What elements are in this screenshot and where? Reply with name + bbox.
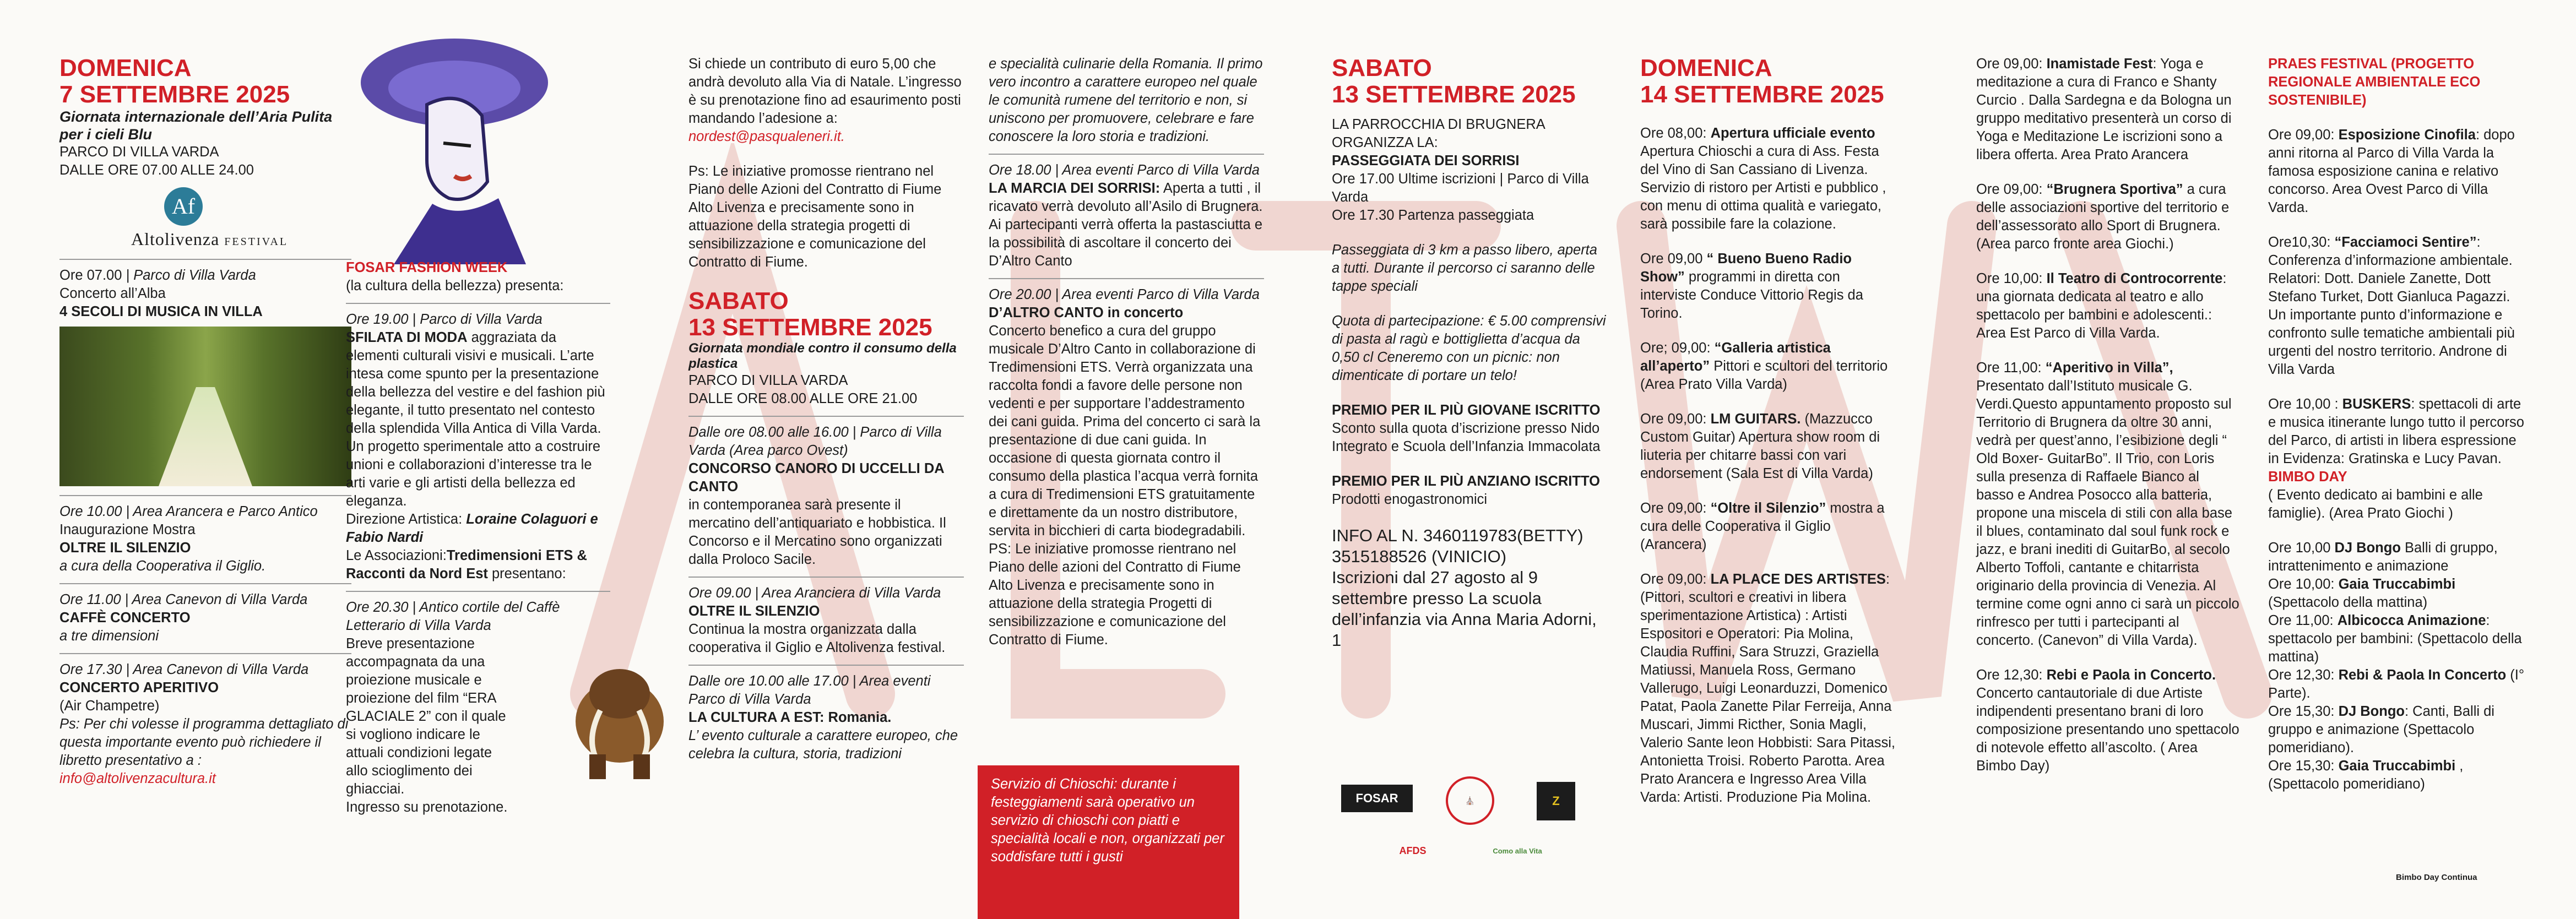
event-item: Ore10,30: “Facciamoci Sentire”: Conferenza d’informazione ambientale. Relatori: Dott. Daniele Zanette, Dott Stefano Turket, Dott Gianluca Pagazzi. Un importante punto d’informazione e confronto sulle tematiche ambientali più urgenti del nostro territorio. Androne di Villa Varda bbox=[2268, 235, 2515, 377]
date-title: 14 SETTEMBRE 2025 bbox=[1640, 81, 1884, 108]
event-item: Ore 10,00 : BUSKERS: spettacoli di arte e musica itinerante lungo tutto il percorso del Parco, di artisti in libera espressione in Evidenza: Gratinska e Lucy Pavan. bbox=[2268, 396, 2524, 466]
event-time: Ore 20.00 | Area eventi Parco di Villa Varda bbox=[989, 287, 1260, 302]
email-link[interactable]: nordest@pasqualeneri.it. bbox=[688, 129, 845, 144]
event-item: Ore 09,00 “ Bueno Bueno Radio Show” programmi in diretta con interviste Conduce Vittorio Regis da Torino. bbox=[1640, 251, 1863, 321]
divider bbox=[59, 653, 351, 654]
bimbo-day-text: ( Evento dedicato ai bambini e alle famiglie). (Area Prato Giochi ) bbox=[2268, 487, 2483, 521]
altolivenza-logo-text: Altolivenza FESTIVAL bbox=[131, 229, 289, 249]
column-4 bbox=[989, 55, 1264, 649]
prize-title: PREMIO PER IL PIÙ GIOVANE ISCRITTO bbox=[1332, 403, 1601, 418]
fee-note: Quota di partecipazione: € 5.00 comprensivi di pasta al ragù e bottiglietta d’acqua da 0,50 cl Ceneremo con un picnic: non dimenticate di portare un telo! bbox=[1332, 313, 1606, 383]
date-title: 13 SETTEMBRE 2025 bbox=[688, 314, 932, 341]
divider bbox=[346, 303, 610, 304]
section-intro: (la cultura della bellezza) presenta: bbox=[346, 278, 564, 293]
forest-path-photo bbox=[59, 327, 351, 486]
event-title: PASSEGGIATA DEI SORRISI bbox=[1332, 153, 1520, 168]
day-subtitle: Giornata mondiale contro il consumo della plastica bbox=[688, 341, 957, 371]
venue: PARCO DI VILLA VARDA bbox=[688, 373, 848, 388]
event-title: D’ALTRO CANTO in concerto bbox=[989, 305, 1184, 320]
parish-logo: ⛪ bbox=[1446, 776, 1494, 825]
event-title: CONCERTO APERITIVO bbox=[59, 680, 219, 695]
day-title: SABATO bbox=[688, 287, 789, 314]
event-item: Ore 09,00: LM GUITARS. (Mazzucco Custom Guitar) Apertura show room di liuteria per chitarre bassi con vari endorsement (Sala Est di Villa Varda) bbox=[1640, 411, 1880, 481]
event-time: Dalle ore 10.00 alle 17.00 | Area eventi Parco di Villa Varda bbox=[688, 673, 931, 707]
ps-note: Ps: Per chi volesse il programma dettagliato di questa importante evento può richiedere il libretto presentativo a : bbox=[59, 716, 349, 768]
afds-logo: AFDS bbox=[1399, 845, 1427, 856]
event-item: Ore 12,30: Rebi e Paola in Concerto. Concerto cantautoriale di due Artiste indipendenti presentano brani di loro composizione presentando uno spettacolo di notevole effetto all’ascolto. ( Area Bimbo Day) bbox=[1976, 667, 2239, 774]
event-sub: a cura della Cooperativa il Giglio. bbox=[59, 558, 266, 574]
divider bbox=[989, 278, 1264, 279]
venue: PARCO DI VILLA VARDA bbox=[59, 144, 219, 160]
event-tail: Ingresso su prenotazione. bbox=[346, 800, 508, 815]
divider bbox=[59, 495, 351, 496]
event-item: Ore 12,30: Rebi & Paola In Concerto (I° Parte). bbox=[2268, 667, 2525, 701]
section-title: PRAES FESTIVAL (PROGETTO REGIONALE AMBIENTALE ECO SOSTENIBILE) bbox=[2268, 56, 2481, 108]
event-time: Ore 19.00 | Parco di Villa Varda bbox=[346, 312, 543, 327]
organizer: ORGANIZZA LA: bbox=[1332, 135, 1438, 150]
event-time: Ore 09.00 | Area Aranciera di Villa Varda bbox=[688, 585, 941, 601]
event-text: LA MARCIA DEI SORRISI: Aperta a tutti , il ricavato verrà devoluto all’Asilo di Brugnera. Ai partecipanti verrà offerta la pastasciutta e la possibilità di ascoltare il concerto dei D’Altro Canto bbox=[989, 181, 1263, 269]
column-1 bbox=[59, 55, 351, 788]
event-item: Ore; 09,00: “Galleria artistica all’aperto” Pittori e scultori del territorio (Area Prato Villa Varda) bbox=[1640, 340, 1888, 392]
column-3 bbox=[688, 55, 964, 763]
prize-title: PREMIO PER IL PIÙ ANZIANO ISCRITTO bbox=[1332, 474, 1600, 489]
hours: DALLE ORE 07.00 ALLE 24.00 bbox=[59, 162, 254, 178]
continues-note: Bimbo Day Continua bbox=[2396, 873, 2477, 882]
organizer: LA PARROCCHIA DI BRUGNERA bbox=[1332, 117, 1545, 132]
divider bbox=[688, 577, 964, 578]
event-item: Ore 10,00: Gaia Truccabimbi (Spettacolo della mattina) bbox=[2268, 577, 2456, 610]
event-title: CAFFÈ CONCERTO bbox=[59, 610, 191, 626]
walk-note: Passeggiata di 3 km a passo libero, aperta a tutti. Durante il percorso ci saranno delle tappe speciali bbox=[1332, 242, 1597, 294]
hours: DALLE ORE 08.00 ALLE ORE 21.00 bbox=[688, 391, 918, 406]
event-time: Ore 10.00 | Area Arancera e Parco Antico bbox=[59, 504, 318, 519]
day-title: DOMENICA bbox=[59, 55, 192, 81]
event-time: Ore 07.00 | Parco di Villa Varda bbox=[59, 268, 256, 283]
food-service-box: Servizio di Chioschi: durante i festeggiamenti sarà operativo un servizio di chioschi con piatti e specialità locali e non, organizzati per soddisfare tutti i gusti bbox=[978, 765, 1239, 919]
event-text: Continua la mostra organizzata dalla cooperativa il Giglio e Altolivenza festival. bbox=[688, 622, 946, 655]
divider bbox=[688, 665, 964, 666]
event-text: SFILATA DI MODA aggraziata da elementi culturali visivi e musicali. L’arte intesa come spunto per la presentazione della bellezza del vestire e del fashion più elegante, il tutto presentato nel contesto della splendida Villa Antica di Villa Varda. Un progetto sperimentale atto a costruire unioni e collaborazioni d’interesse tra le arti varie e gli artisti della bellezza ed eleganza. bbox=[346, 330, 605, 509]
event-text: Inaugurazione Mostra bbox=[59, 522, 196, 537]
email-link[interactable]: info@altolivenzacultura.it bbox=[59, 771, 216, 786]
event-text: Apertura Chioschi a cura di Ass. Festa del Vino di San Cassiano di Livenza. Servizio di ristoro per Artisti e pubblico , con menu di ottima qualità e variegato, sarà possibile fare la colazione. bbox=[1640, 144, 1886, 232]
event-time: Ore 20.30 | Antico cortile del Caffè Letterario di Villa Varda bbox=[346, 600, 560, 633]
day-title: DOMENICA bbox=[1640, 55, 1772, 81]
section-title: FOSAR FASHION WEEK bbox=[346, 260, 508, 275]
event-item: Ore 10,00 DJ Bongo Balli di gruppo, intrattenimento e animazione bbox=[2268, 540, 2498, 574]
event-time: Ore 17.30 | Area Canevon di Villa Varda bbox=[59, 662, 309, 677]
event-text: in contemporanea sarà presente il mercatino dell’antiquariato e hobbistica. Il Concorso e il Mercatino sono organizzati dalla Proloco Sacile. bbox=[688, 497, 946, 567]
event-item: Ore 10,00: Il Teatro di Controcorrente: una giornata dedicata al teatro e allo spettacolo per bambini e adolescenti.: Area Est Parco di Villa Varda. bbox=[1976, 271, 2227, 341]
event-line: Ore 17.30 Partenza passeggiata bbox=[1332, 208, 1534, 223]
ps-note: PS: Le iniziative promosse rientrano nel Piano delle azioni del Contratto di Fiume Alto Livenza e precisamente sono in attuazione della strategia Progetti di sensibilizzazione e comunicazione del Contratto di Fiume. bbox=[989, 541, 1241, 648]
event-text: e specialità culinarie della Romania. Il primo vero incontro a carattere europeo nel quale le comunità rumene del territorio e non, si uniscono per promuovere, celebrare e fare conoscere la loro storia e tradizioni. bbox=[989, 56, 1263, 144]
bimbo-day-title: BIMBO DAY bbox=[2268, 469, 2347, 485]
prize-text: Sconto sulla quota d’iscrizione presso Nido Integrato e Scuola dell’Infanzia Immacolata bbox=[1332, 421, 1601, 454]
prize-text: Prodotti enogastronomici bbox=[1332, 492, 1488, 507]
event-line: Concerto all’Alba bbox=[59, 286, 166, 301]
divider bbox=[59, 259, 351, 260]
event-sub: (Air Champetre) bbox=[59, 698, 160, 714]
event-item: Ore 09,00: LA PLACE DES ARTISTES: (Pittori, scultori e creativi in libera sperimentazione Artistica) : Artisti Espositori e Operatori: Pia Molina, Claudia Ruffini, Sara Struzzi, Graziella Matiussi, Manuela Ross, Germano Vallerugo, Luigi Leonarduzzi, Domenico Patat, Paola Zanette Pilar Ferreija, Anna Muscari, Jimmi Ricther, Sonia Magli, Valerio Sante leon Hobbisti: Sara Pitassi, Antonietta Troisi. Roberto Parotta. Area Prato Arancera e Ingresso Area Villa Varda: Artisti. Produzione Pia Molina. bbox=[1640, 572, 1896, 805]
z-logo: Z bbox=[1537, 782, 1575, 820]
event-item: Ore 09,00: Esposizione Cinofila: dopo anni ritorna al Parco di Villa Varda la famosa esposizione canina e relativo concorso. Area Ovest Parco di Villa Varda. bbox=[2268, 127, 2515, 215]
column-2 bbox=[346, 259, 610, 817]
column-8 bbox=[2268, 55, 2527, 793]
column-5 bbox=[1332, 55, 1607, 651]
ps-note: Ps: Le iniziative promosse rientrano nel Piano delle Azioni del Contratto di Fiume Alto Livenza e precisamente sono in attuazione della strategia progetti di sensibilizzazione e comunicazione del Contratto di Fiume. bbox=[688, 164, 942, 270]
event-title: CONCORSO CANORO DI UCCELLI DA CANTO bbox=[688, 461, 944, 494]
info-phone: INFO AL N. 3460119783(BETTY) 3515188526 (VINICIO) bbox=[1332, 526, 1583, 566]
event-text: Concerto benefico a cura del gruppo musicale D’Altro Canto in collaborazione di Tredimensioni ETS. Verrà organizzata una raccolta fondi a favore delle persone non vedenti e per supportare l’addestramento dei cani guida. Prima del concerto ci sarà la presentazione di due cani guida. In occasione di questa giornata contro il consumo della plastica l’acqua verrà fornita a cura di Tredimensioni ETS gratuitamente e direttamente da un nostro distributore, servita in bicchieri di carta biodegradabili. bbox=[989, 323, 1261, 539]
divider bbox=[989, 154, 1264, 155]
event-time: Ore 18.00 | Area eventi Parco di Villa Varda bbox=[989, 162, 1260, 178]
event-time: Dalle ore 08.00 alle 16.00 | Parco di Villa Varda (Area parco Ovest) bbox=[688, 425, 942, 458]
column-7 bbox=[1976, 55, 2241, 775]
fashion-woman-illustration bbox=[361, 22, 559, 264]
event-text: L’ evento culturale a carattere europeo, che celebra la cultura, storia, tradizioni bbox=[688, 728, 958, 762]
event-item: Ore 09,00: Inamistade Fest: Yoga e meditazione a cura di Franco e Shanty Curcio . Dalla Sardegna e da Bologna un gruppo meditativo presenterà un corso di Yoga e Meditazione Le iscrizioni sono a libera offerta. Area Prato Arancera bbox=[1976, 56, 2232, 162]
contribution-text: Si chiede un contributo di euro 5,00 che andrà devoluto alla Via di Natale. L’ingresso è su prenotazione fino ad esaurimento posti mandando l’adesione a: bbox=[688, 56, 962, 126]
como-alla-vita-logo: Como alla Vita bbox=[1493, 846, 1542, 855]
event-title: LA CULTURA A EST: Romania. bbox=[688, 710, 892, 725]
event-title: OLTRE IL SILENZIO bbox=[688, 603, 820, 619]
event-sub: a tre dimensioni bbox=[59, 628, 159, 644]
altolivenza-logo-mark: Af bbox=[164, 187, 203, 226]
day-title: SABATO bbox=[1332, 55, 1432, 81]
event-item: Ore 11,00: Albicocca Animazione: spettacolo per bambini: (Spettacolo della mattina) bbox=[2268, 613, 2522, 665]
event-item: Ore 15,30: DJ Bongo: Canti, Balli di gruppo e animazione (Spettacolo pomeridiano). bbox=[2268, 704, 2494, 755]
event-item: Ore 15,30: Gaia Truccabimbi , (Spettacolo pomeridiano) bbox=[2268, 758, 2464, 792]
fosar-logo: FOSAR bbox=[1341, 785, 1413, 812]
event-title: 4 SECOLI DI MUSICA IN VILLA bbox=[59, 304, 263, 319]
associations: Le Associazioni:Tredimensioni ETS & Racconti da Nord Est presentano: bbox=[346, 548, 587, 581]
divider bbox=[346, 591, 610, 592]
event-title: OLTRE IL SILENZIO bbox=[59, 540, 191, 556]
divider bbox=[59, 583, 351, 584]
event-text: Breve presentazione accompagnata da una proiezione musicale e proiezione del film “ERA GLACIALE 2” con il quale si vogliono indicare le attuali condizioni legate allo scioglimento dei ghiacciai. bbox=[346, 636, 506, 797]
day-subtitle: Giornata internazionale dell’Aria Pulita per i cieli Blu bbox=[59, 108, 333, 143]
column-6 bbox=[1640, 55, 1899, 807]
event-time: Ore 11.00 | Area Canevon di Villa Varda bbox=[59, 592, 308, 607]
divider bbox=[688, 416, 964, 417]
date-title: 7 SETTEMBRE 2025 bbox=[59, 81, 290, 108]
event-line: Ore 17.00 Ultime iscrizioni | Parco di Villa Varda bbox=[1332, 171, 1589, 205]
direction: Direzione Artistica: Loraine Colaguori e Fabio Nardi bbox=[346, 512, 598, 545]
event-item: Ore 11,00: “Aperitivo in Villa”, Presentato dall’Istituto musicale G. Verdi.Questo appuntamento proposto sul Territorio di Brugnera da oltre 30 anni, vedrà per quest’anno, l’esibizione degli “ Old Boxer- GuitarBo”. Il Trio, con Loris sulla presenza di Raffaele Bianco al basso e Andrea Posocco alla batteria, propone una miscela di stili con alla base il blues, contaminato dal soul funk rock e jazz, e brani inediti di GuitarBo, al secolo Alberto Toffoli, cantante e chitarrista originario della provincia di Venezia. Al termine come ogni anno ci sarà un piccolo rinfresco per tutti i partecipanti al concerto. (Canevon” di Villa Varda). bbox=[1976, 360, 2239, 648]
date-title: 13 SETTEMBRE 2025 bbox=[1332, 81, 1576, 108]
event-item: Ore 09,00: “Brugnera Sportiva” a cura delle associazioni sportive del territorio e dell’assessorato allo Sport di Brugnera. (Area parco fronte area Giochi.) bbox=[1976, 182, 2230, 252]
event-item: Ore 08,00: Apertura ufficiale evento bbox=[1640, 126, 1875, 141]
info-registration: Iscrizioni dal 27 agosto al 9 settembre presso La scuola dell’infanzia via Anna Maria Adorni, 1 bbox=[1332, 568, 1597, 650]
event-item: Ore 09,00: “Oltre il Silenzio” mostra a cura delle Cooperativa il Giglio (Arancera) bbox=[1640, 501, 1885, 552]
